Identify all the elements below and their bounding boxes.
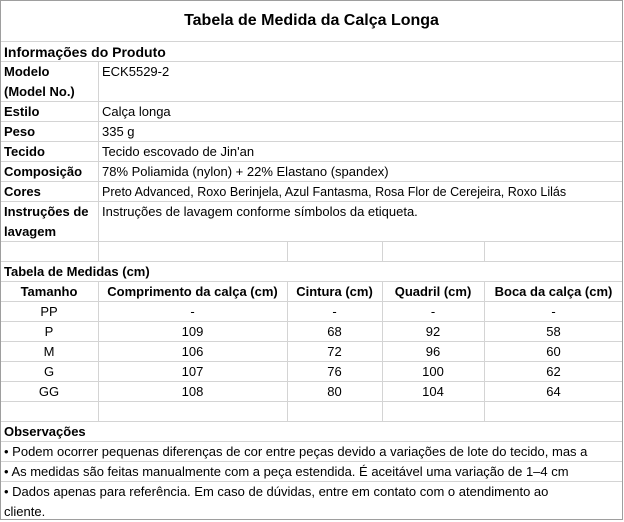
length-cell: 108 — [181, 384, 204, 399]
note-item: • Podem ocorrer pequenas diferenças de cor entre peças devido a variações de lote do tecido, mas a — [4, 444, 588, 459]
info-row-washing — [0, 202, 623, 242]
info-label-colors: Cores — [4, 184, 41, 199]
notes-row-3 — [0, 482, 623, 520]
info-value-composition: 78% Poliamida (nylon) + 22% Elastano (spandex) — [102, 164, 389, 179]
info-row-fabric — [0, 142, 623, 162]
hem-cell: - — [551, 304, 556, 319]
hem-cell: 64 — [546, 384, 561, 399]
info-label-washing — [0, 202, 98, 241]
info-row-composition — [0, 162, 623, 182]
hip-cell: 100 — [422, 364, 444, 379]
info-label-washing-line2: lavagem — [4, 224, 57, 239]
notes-title-row — [0, 422, 623, 442]
length-cell: 107 — [181, 364, 204, 379]
grid-line — [382, 282, 383, 422]
table-row — [0, 322, 623, 342]
hem-cell: 58 — [546, 324, 561, 339]
size-cell: M — [43, 344, 55, 359]
info-label-style: Estilo — [4, 104, 40, 119]
info-row-colors — [0, 182, 623, 202]
page-title: Tabela de Medida da Calça Longa — [184, 11, 439, 29]
table-row — [0, 362, 623, 382]
header-hem: Boca da calça (cm) — [494, 284, 613, 299]
info-value-colors: Preto Advanced, Roxo Berinjela, Azul Fantasma, Rosa Flor de Cerejeira, Roxo Lilás — [102, 184, 567, 199]
info-label-washing-line1: Instruções de — [4, 204, 89, 219]
info-value-washing: Instruções de lavagem conforme símbolos da etiqueta. — [102, 204, 418, 219]
size-table-title-row — [0, 262, 623, 282]
header-size: Tamanho — [20, 284, 78, 299]
header-length: Comprimento da calça (cm) — [107, 284, 278, 299]
size-cell: GG — [38, 384, 60, 399]
info-value-fabric: Tecido escovado de Jin'an — [102, 144, 255, 159]
info-label-model-line1: Modelo — [4, 64, 50, 79]
length-cell: 106 — [181, 344, 204, 359]
grid-line — [484, 282, 485, 422]
grid-line — [382, 242, 383, 262]
notes-row-1 — [0, 442, 623, 462]
grid-line — [287, 282, 288, 422]
grid-line — [98, 62, 99, 262]
hip-cell: 92 — [425, 324, 441, 339]
hem-cell: 62 — [546, 364, 561, 379]
table-row — [0, 342, 623, 362]
info-label-weight: Peso — [4, 124, 36, 139]
length-cell: - — [190, 304, 195, 319]
product-info-header-row — [0, 42, 623, 62]
title-row — [0, 0, 623, 42]
hip-cell: 96 — [425, 344, 441, 359]
info-row-style — [0, 102, 623, 122]
note-item: • As medidas são feitas manualmente com a peça estendida. É aceitável uma variação de 1–4 cm — [4, 464, 569, 479]
length-cell: 109 — [181, 324, 204, 339]
info-value-weight: 335 g — [102, 124, 135, 139]
empty-row-1 — [0, 242, 623, 262]
table-row — [0, 382, 623, 402]
waist-cell: 68 — [327, 324, 342, 339]
info-label-composition: Composição — [4, 164, 83, 179]
waist-cell: - — [332, 304, 337, 319]
info-value-model: ECK5529-2 — [102, 64, 170, 79]
size-cell: P — [44, 324, 54, 339]
hem-cell: 60 — [546, 344, 561, 359]
hip-cell: 104 — [422, 384, 444, 399]
info-label-fabric: Tecido — [4, 144, 45, 159]
empty-row-2 — [0, 402, 623, 422]
notes-row-2 — [0, 462, 623, 482]
header-waist: Cintura (cm) — [296, 284, 373, 299]
note-item-line1: • Dados apenas para referência. Em caso de dúvidas, entre em contato com o atendimento ao — [4, 484, 549, 499]
info-row-weight — [0, 122, 623, 142]
header-hip: Quadril (cm) — [394, 284, 472, 299]
hip-cell: - — [430, 304, 436, 319]
grid-line — [98, 282, 99, 422]
size-table-title: Tabela de Medidas (cm) — [4, 264, 150, 279]
size-cell: G — [43, 364, 55, 379]
grid-line — [484, 242, 485, 262]
info-row-model — [0, 62, 623, 102]
info-label-model-line2: (Model No.) — [4, 84, 75, 99]
info-value-style: Calça longa — [102, 104, 171, 119]
waist-cell: 80 — [327, 384, 342, 399]
size-table-header-row — [0, 282, 623, 302]
waist-cell: 76 — [327, 364, 342, 379]
product-info-title: Informações do Produto — [4, 43, 166, 60]
grid-line — [287, 242, 288, 262]
waist-cell: 72 — [327, 344, 342, 359]
note-item-line2: cliente. — [4, 504, 46, 519]
note-item — [0, 482, 623, 520]
size-cell: PP — [40, 304, 58, 319]
info-label-model — [0, 62, 98, 101]
notes-title: Observações — [4, 424, 86, 439]
table-row — [0, 302, 623, 322]
